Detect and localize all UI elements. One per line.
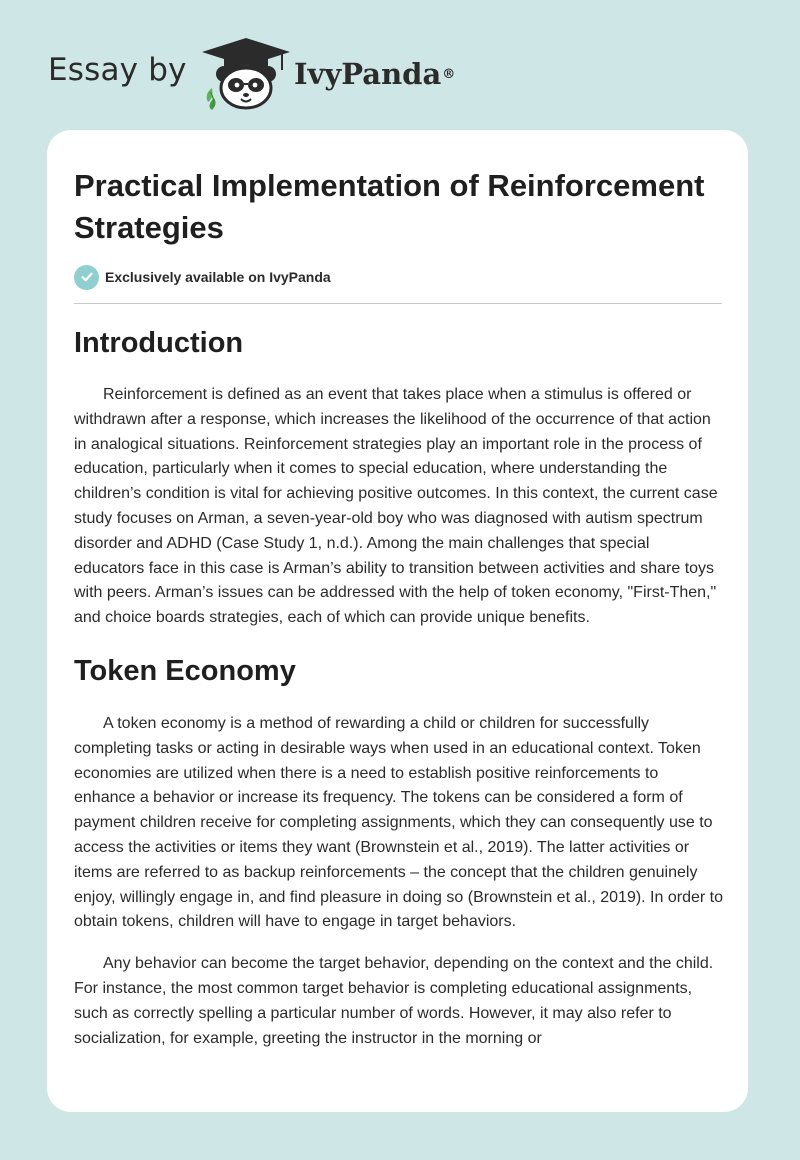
page-title: Practical Implementation of Reinforcement Strategies	[74, 168, 705, 245]
section-heading-token-economy: Token Economy	[74, 654, 296, 687]
essay-body	[74, 322, 724, 1051]
site-header	[0, 0, 800, 130]
essay-card	[47, 130, 748, 1112]
check-circle-icon	[74, 265, 99, 290]
paragraph: Reinforcement is defined as an event that takes place when a stimulus is offered or withdrawn after a response, which increases the likelihood of the occurrence of that action in analogical situations. Reinforcement strategies play an important role in the process of education, particularly when it comes to special education, where understanding the children’s condition is vital for achieving positive outcomes. In this context, the current case study focuses on Arman, a seven-year-old boy who was diagnosed with autism spectrum disorder and ADHD (Case Study 1, n.d.). Among the main challenges that special educators face in this case is Arman’s ability to transition between activities and share toys with peers. Arman’s issues can be addressed with the help of token economy, "First-Then," and choice boards strategies, each of which can provide unique benefits.	[74, 386, 718, 627]
paragraph: A token economy is a method of rewarding a child or children for successfully completing tasks or acting in desirable ways when used in an educational context. Token economies are utilized when there is a need to establish positive reinforcements to enhance a behavior or increase its frequency. The tokens can be considered a form of payment children receive for completing assignments, which they can consequently use to access the activities or items they want (Brownstein et al., 2019). The latter activities or items are referred to as backup reinforcements – the concept that the children genuinely enjoy, willingly engage in, and find pleasure in doing so (Brownstein et al., 2019). In order to obtain tokens, children will have to engage in target behaviors.	[74, 714, 723, 931]
section-heading-introduction: Introduction	[74, 327, 244, 359]
brand-name[interactable]: IvyPanda®	[294, 57, 456, 91]
brand-prefix: Essay by	[48, 52, 187, 88]
registered-mark: ®	[442, 67, 456, 82]
exclusive-badge	[74, 264, 331, 290]
paragraph: Any behavior can become the target behavior, depending on the context and the child. For instance, the most common target behavior is completing educational assignments, such as correctly spelling a particular number of words. However, it may also refer to socialization, for example, greeting the instructor in the morning or	[74, 955, 714, 1047]
panda-graduate-mascot-icon[interactable]	[200, 36, 292, 110]
badge-label: Exclusively available on IvyPanda	[105, 269, 331, 285]
divider	[74, 303, 722, 304]
